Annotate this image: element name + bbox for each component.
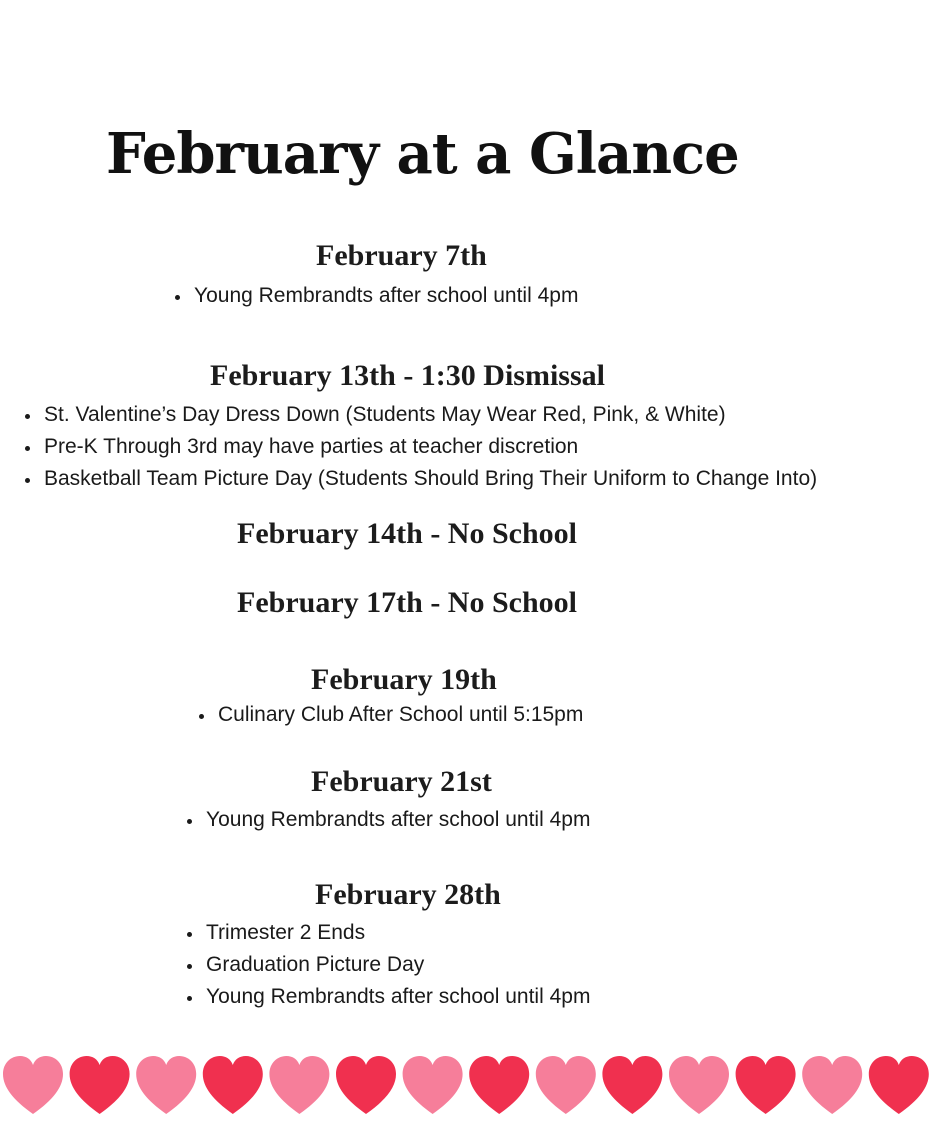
- event-list-feb-13: [22, 399, 817, 495]
- list-item: Basketball Team Picture Day (Students Should Bring Their Uniform to Change Into): [22, 463, 817, 495]
- heart-icon: [469, 1056, 529, 1114]
- date-heading-feb-13: February 13th - 1:30 Dismissal: [210, 359, 605, 392]
- heart-icon: [70, 1056, 130, 1114]
- heart-icon: [736, 1056, 796, 1114]
- date-heading-feb-17: February 17th - No School: [237, 586, 577, 619]
- event-list-feb-7: [172, 280, 578, 312]
- event-list-feb-21: [184, 804, 590, 836]
- date-heading-feb-19: February 19th: [311, 663, 497, 696]
- list-item: Young Rembrandts after school until 4pm: [184, 981, 590, 1013]
- heart-icon: [602, 1056, 662, 1114]
- hearts-border: [0, 1052, 935, 1118]
- event-list-feb-28: [184, 917, 590, 1013]
- heart-icon: [203, 1056, 263, 1114]
- heart-icon: [136, 1056, 196, 1114]
- list-item: Young Rembrandts after school until 4pm: [184, 804, 590, 836]
- list-item: Culinary Club After School until 5:15pm: [196, 699, 583, 731]
- list-item: Trimester 2 Ends: [184, 917, 590, 949]
- list-item: St. Valentine’s Day Dress Down (Students May Wear Red, Pink, & White): [22, 399, 817, 431]
- date-heading-feb-28: February 28th: [315, 878, 501, 911]
- heart-icon: [269, 1056, 329, 1114]
- heart-icon: [802, 1056, 862, 1114]
- heart-icon: [536, 1056, 596, 1114]
- date-heading-feb-21: February 21st: [311, 765, 492, 798]
- heart-icon: [336, 1056, 396, 1114]
- list-item: Graduation Picture Day: [184, 949, 590, 981]
- heart-icon: [869, 1056, 929, 1114]
- list-item: Young Rembrandts after school until 4pm: [172, 280, 578, 312]
- event-list-feb-19: [196, 699, 583, 731]
- heart-icon: [669, 1056, 729, 1114]
- date-heading-feb-7: February 7th: [316, 239, 487, 272]
- heart-icon: [3, 1056, 63, 1114]
- list-item: Pre-K Through 3rd may have parties at teacher discretion: [22, 431, 817, 463]
- date-heading-feb-14: February 14th - No School: [237, 517, 577, 550]
- page-title: February at a Glance: [106, 121, 739, 187]
- heart-icon: [403, 1056, 463, 1114]
